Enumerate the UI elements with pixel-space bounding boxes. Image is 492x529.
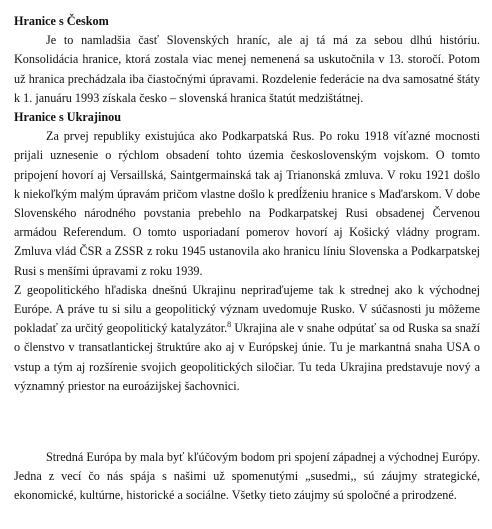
geopolitics-text-end: Ukrajina ale v snahe odpútať sa od Ruska sa snaží o členstvo v transatlantickej štruktúre ako aj v Európskej únie. Tu je markantná snaha USA o vstup a tým aj rozšírenie svojich geopolitických siločiar. Tu teda Ukrajina predstavuje nový a významný priestor na euroázijskej šachovnici.: [14, 321, 480, 393]
paragraph-central-europe: Stredná Európa by mala byť kľúčovým bodom pri spojení západnej a východnej Európy. Jedna z vecí čo nás spája s našimi už spomenutými „susedmi,, sú záujmy strategické, ekonomické, kultúrne, historické a sociálne. Všetky tieto záujmy sú spoločné a prirodzené.: [14, 450, 480, 503]
paragraph-ukraine-history: Za prvej republiky existujúca ako Podkarpatská Rus. Po roku 1918 víťazné mocnosti prijali uznesenie o rýchlom obsadení tohto územia československým vojskom. O tomto pripojení hovorí aj Versaillská, Saintgermainská tak aj Trianonská zmluva. V roku 1921 došlo k niekoľkým malým úpravám pričom vlastne došlo k predĺženiu hranice s Maďarskom. V dobe Slovenského národného povstania prebehlo na Podkarpatskej Rusi obsadenej Červenou armádou Referendum. O tomto usporiadaní pomerov hovorí aj Košický vládny program. Zmluva vlád ČSR a ZSSR z roku 1945 ustanovila ako hranicu líniu Slovenska a Podkarpatskej Rusi s menšími úpravami z roku 1939.: [14, 129, 480, 278]
footnote-reference: 8: [227, 320, 232, 330]
paragraph-czech-border: Je to namladšia časť Slovenských hraníc, ale aj tá má za sebou dlhú históriu. Konsolidácia hranice, ktorá zostala viac menej nemenená sa uskutočnila v 13. storočí. Potom už hranica prechádzala iba čiastočnými úpravami. Rozdelenie federácie na dva samosatné štáty k 1. januáru 1993 získala česko – slovenská hranica štatút medzištátnej.: [14, 33, 480, 105]
paragraph-gap: [14, 396, 480, 448]
paragraph-ukraine-geopolitics: [14, 281, 480, 396]
section-heading-czech: Hranice s Českom: [14, 14, 109, 28]
section-heading-ukraine: Hranice s Ukrajinou: [14, 110, 121, 125]
geopolitics-text-start: Z geopolitického hľadiska dnešnú Ukrajinu nepriraďujeme tak k strednej ako k východnej Európe. A práve tu si silu a geopolitický význam uvedomuje Rusko. V súčasnosti ju môžeme pokladať za určitý geopolitický katalyzátor.: [14, 282, 480, 336]
